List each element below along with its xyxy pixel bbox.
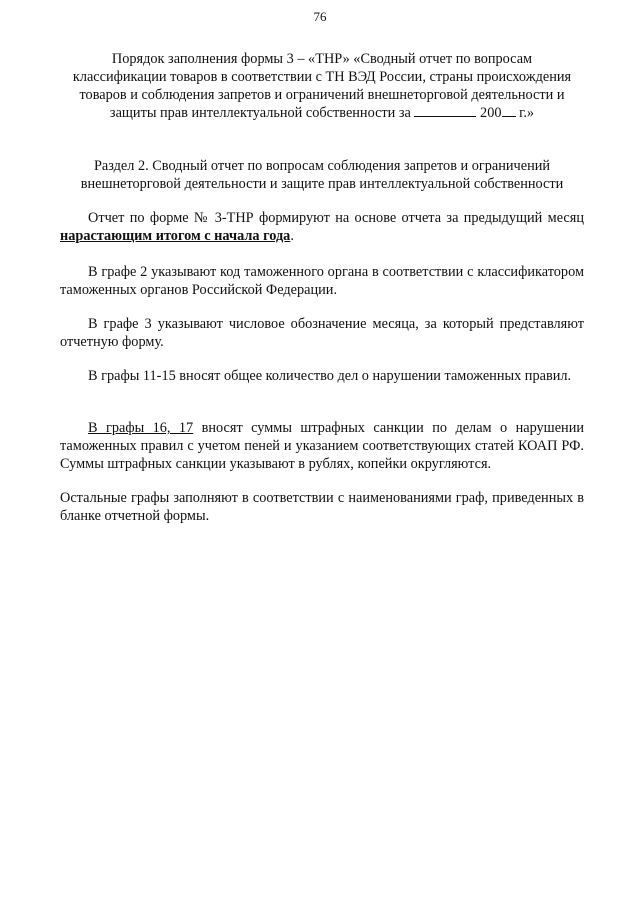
- period-blank: [414, 104, 476, 117]
- paragraph-text-end: .: [290, 228, 294, 244]
- document-title: [60, 50, 584, 122]
- paragraph-columns-11-15: В графы 11-15 вносят общее количество дел о нарушении таможенных правил.: [88, 368, 572, 384]
- paragraph-text: вносят суммы штрафных санкции по делам о нарушении таможенных правил с учетом пеней и указанием соответствующих статей КОАП РФ. Суммы штрафных санкции указывают в рублях, копейки округляются.: [60, 420, 584, 472]
- paragraph-column-3: В графе 3 указывают числовое обозначение месяца, за который представляют отчетную форму.: [60, 316, 584, 350]
- title-line-text: защиты прав интеллектуальной собственности за: [109, 105, 415, 121]
- section-heading: [60, 157, 584, 193]
- paragraph-text: Отчет по форме № 3-ТНР формируют на основе отчета за предыдущий месяц: [88, 210, 584, 226]
- paragraph-report-basis: [60, 209, 584, 245]
- title-year: 200: [476, 105, 502, 121]
- underlined-text: В графы 16, 17: [88, 420, 194, 436]
- page-number: 76: [313, 9, 327, 24]
- title-line: классификации товаров в соответствии с ТН ВЭД России, страны происхождения: [72, 69, 572, 85]
- year-blank: [502, 104, 516, 117]
- section-heading-line: Раздел 2. Сводный отчет по вопросам соблюдения запретов и ограничений: [93, 158, 551, 174]
- section-heading-line: внешнеторговой деятельности и защите прав интеллектуальной собственности: [80, 176, 564, 192]
- emphasis-text: нарастающим итогом с начала года: [60, 228, 291, 244]
- paragraph-column-2: В графе 2 указывают код таможенного органа в соответствии с классификатором таможенных органов Российской Федерации.: [60, 264, 584, 298]
- title-line-end: г.»: [515, 105, 535, 121]
- title-line: товаров и соблюдения запретов и ограничений внешнеторговой деятельности и: [79, 87, 565, 103]
- title-line: Порядок заполнения формы 3 – «ТНР» «Сводный отчет по вопросам: [111, 51, 533, 67]
- paragraph-other-columns: Остальные графы заполняют в соответствии с наименованиями граф, приведенных в бланке отчетной формы.: [60, 490, 584, 524]
- title-line: [60, 104, 584, 122]
- paragraph-columns-16-17: [60, 419, 584, 473]
